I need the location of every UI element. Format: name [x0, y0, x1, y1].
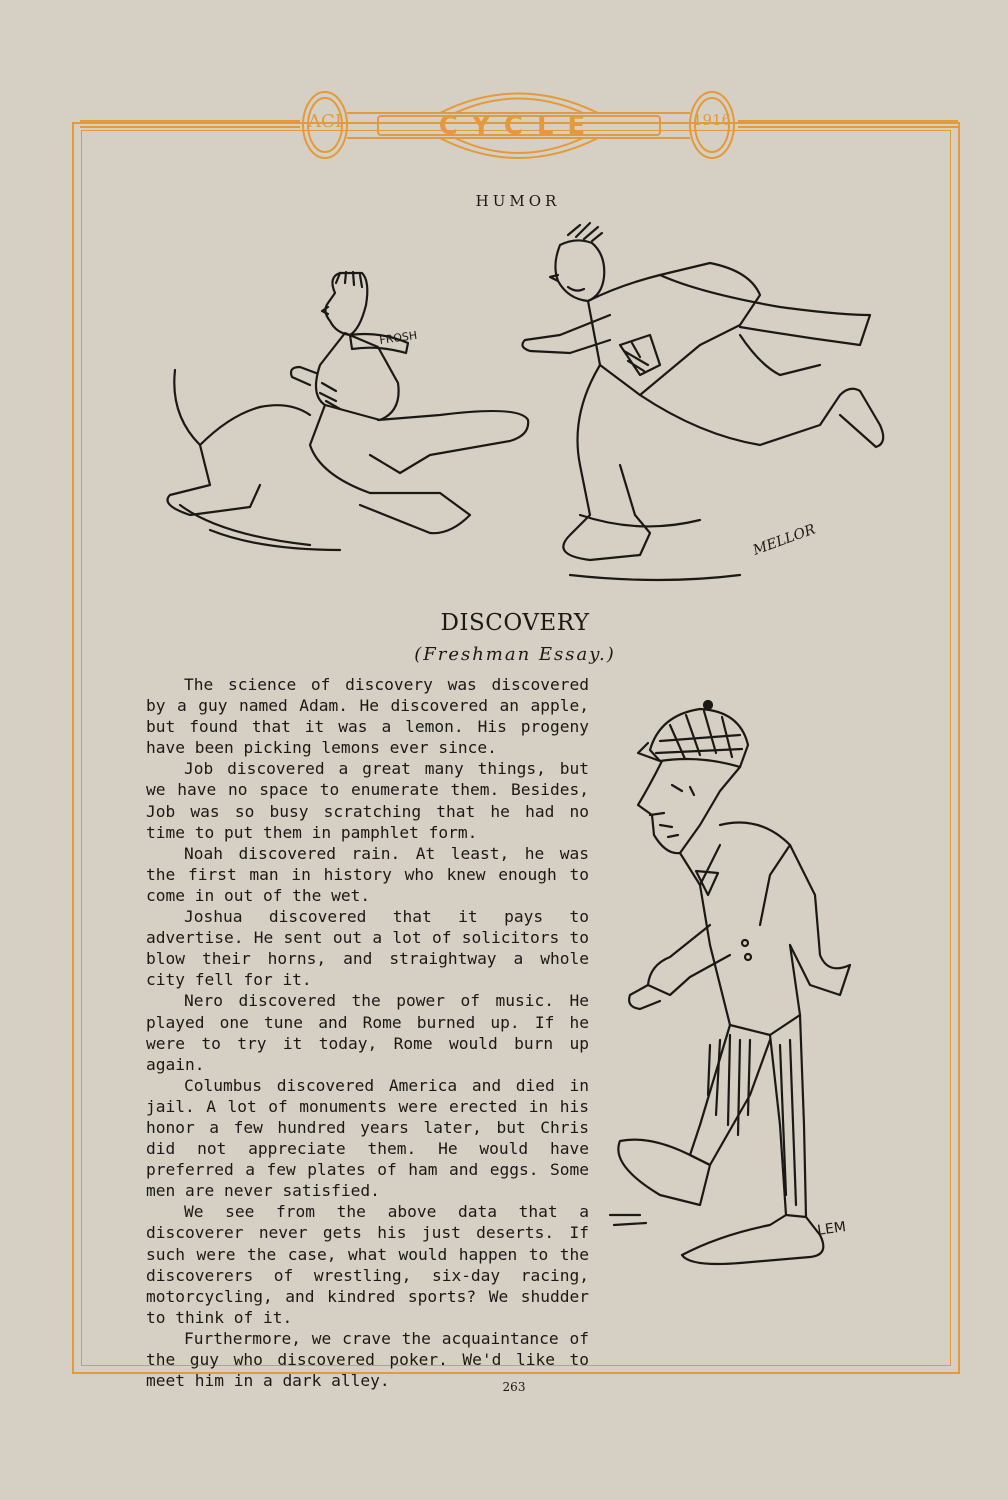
essay-paragraph: Job discovered a great many things, but we have no space to enumerate them. Besides, Job was so busy scratching that he had no time to put them in pamphlet form.	[146, 759, 589, 842]
chase-cartoon-illustration	[140, 215, 900, 600]
page-number: 263	[502, 1380, 526, 1394]
lem-signature: LEM	[816, 1219, 848, 1239]
essay-paragraph: Joshua discovered that it pays to advertise. He sent out a lot of solicitors to blow their horns, and straightway a whole city fell for it.	[146, 907, 589, 990]
frosh-scarf-label: FROSH	[378, 328, 418, 347]
article-subtitle: (Freshman Essay.)	[414, 644, 616, 665]
essay-paragraph: The science of discovery was discovered by a guy named Adam. He discovered an apple, but found that it was a lemon. His progeny have been picking lemons ever since.	[146, 675, 589, 758]
header-title: CYCLE	[438, 111, 600, 141]
header-left-emblem: ACI	[308, 111, 342, 132]
walking-man-cartoon-illustration	[590, 695, 880, 1285]
essay-paragraph: Nero discovered the power of music. He played one tune and Rome burned up. If he were to try it today, Rome would burn up again.	[146, 991, 589, 1074]
section-label: HUMOR	[475, 192, 561, 210]
essay-body	[146, 674, 589, 1391]
mellor-signature: MELLOR	[750, 521, 818, 559]
header-right-emblem: 1916	[692, 111, 732, 129]
essay-paragraph: Furthermore, we crave the acquaintance of the guy who discovered poker. We'd like to meet him in a dark alley.	[146, 1328, 589, 1391]
essay-paragraph: We see from the above data that a discoverer never gets his just deserts. If such were the case, what would happen to the discoverers of wrestling, six-day racing, motorcycling, and kindred sports? We shudder to think of it.	[146, 1202, 589, 1327]
essay-paragraph: Noah discovered rain. At least, he was the first man in history who knew enough to come in out of the wet.	[146, 843, 589, 905]
article-title: DISCOVERY	[440, 610, 590, 636]
essay-paragraph: Columbus discovered America and died in jail. A lot of monuments were erected in his honor a few hundred years later, but Chris did not appreciate them. He would have preferred a few plates of ham and eggs. Some men are never satisfied.	[146, 1075, 589, 1201]
